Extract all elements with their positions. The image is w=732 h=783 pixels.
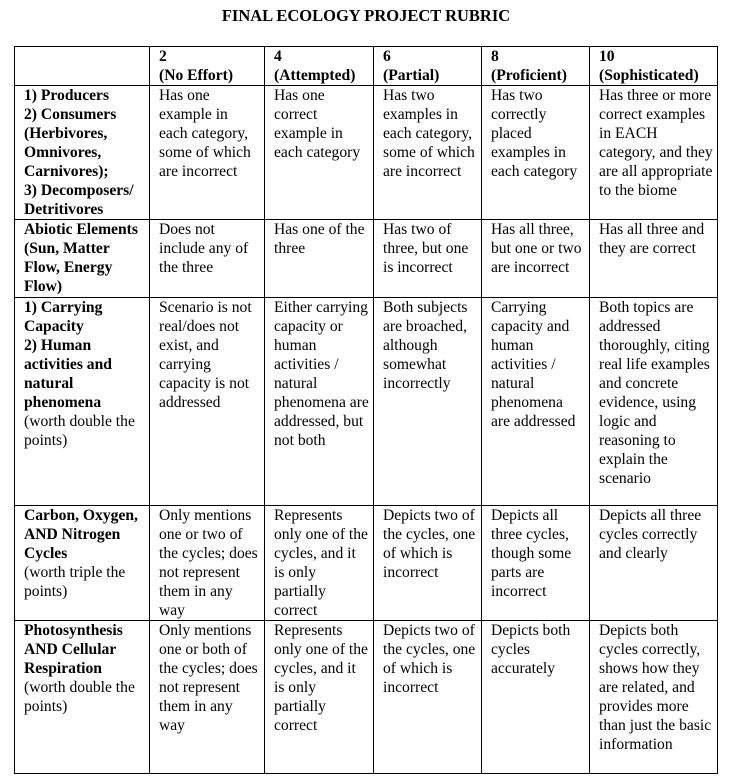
criterion-cell bbox=[15, 506, 150, 621]
score-label: (Partial) bbox=[383, 67, 440, 84]
criterion-note: (worth double the points) bbox=[24, 679, 135, 715]
rubric-cell: Depicts all three cycles, though some parts are incorrect bbox=[482, 506, 590, 621]
rubric-cell: Has two correctly placed examples in each category bbox=[482, 86, 590, 220]
document-title: FINAL ECOLOGY PROJECT RUBRIC bbox=[221, 6, 511, 25]
rubric-cell: Depicts two of the cycles, one of which is incorrect bbox=[374, 621, 482, 774]
rubric-cell: Either carrying capacity or human activities / natural phenomena are addressed, but not both bbox=[265, 298, 374, 506]
rubric-cell: Has two of three, but one is incorrect bbox=[374, 220, 482, 298]
criterion-text: Photosynthesis AND Cellular Respiration bbox=[24, 622, 123, 677]
criterion-cell bbox=[15, 621, 150, 774]
table-row bbox=[15, 298, 718, 506]
score-label: (No Effort) bbox=[159, 67, 234, 84]
score-value: 2 bbox=[159, 48, 167, 65]
table-row bbox=[15, 506, 718, 621]
header-cell bbox=[590, 47, 718, 86]
criterion-text: 3) Decomposers/ Detritivores bbox=[24, 182, 134, 218]
criterion-note: (worth triple the points) bbox=[24, 564, 126, 600]
rubric-cell: Both topics are addressed thoroughly, citing real life examples and concrete evidence, using logic and reasoning to explain the scenario bbox=[590, 298, 718, 506]
rubric-cell: Both subjects are broached, although somewhat incorrectly bbox=[374, 298, 482, 506]
rubric-cell: Has one example in each category, some of which are incorrect bbox=[150, 86, 265, 220]
criterion-text: Abiotic Elements (Sun, Matter Flow, Energy Flow) bbox=[24, 221, 138, 295]
score-value: 6 bbox=[383, 48, 391, 65]
criterion-text: 1) Carrying Capacity bbox=[24, 299, 103, 335]
table-row bbox=[15, 220, 718, 298]
table-row bbox=[15, 86, 718, 220]
criterion-text: Carbon, Oxygen, AND Nitrogen Cycles bbox=[24, 507, 138, 562]
criterion-text: 1) Producers bbox=[24, 87, 110, 104]
rubric-table bbox=[14, 46, 718, 774]
table-row bbox=[15, 621, 718, 774]
criterion-note: (worth double the points) bbox=[24, 413, 135, 449]
score-label: (Proficient) bbox=[491, 67, 567, 84]
header-cell bbox=[374, 47, 482, 86]
rubric-cell: Scenario is not real/does not exist, and carrying capacity is not addressed bbox=[150, 298, 265, 506]
header-row bbox=[15, 47, 718, 86]
rubric-cell: Represents only one of the cycles, and it is only partially correct bbox=[265, 621, 374, 774]
criterion-cell bbox=[15, 298, 150, 506]
rubric-cell: Depicts both cycles accurately bbox=[482, 621, 590, 774]
rubric-cell: Has one correct example in each category bbox=[265, 86, 374, 220]
score-value: 8 bbox=[491, 48, 499, 65]
rubric-cell: Has two examples in each category, some of which are incorrect bbox=[374, 86, 482, 220]
rubric-cell: Depicts two of the cycles, one of which is incorrect bbox=[374, 506, 482, 621]
criterion-text: 2) Human activities and natural phenomena bbox=[24, 337, 112, 411]
rubric-cell: Has all three, but one or two are incorrect bbox=[482, 220, 590, 298]
rubric-cell: Depicts both cycles correctly, shows how they are related, and provides more than just the basic information bbox=[590, 621, 718, 774]
header-cell bbox=[265, 47, 374, 86]
header-cell bbox=[150, 47, 265, 86]
rubric-cell: Depicts all three cycles correctly and clearly bbox=[590, 506, 718, 621]
criterion-cell bbox=[15, 86, 150, 220]
rubric-cell: Only mentions one or two of the cycles; does not represent them in any way bbox=[150, 506, 265, 621]
criterion-cell bbox=[15, 220, 150, 298]
rubric-cell: Has three or more correct examples in EACH category, and they are all appropriate to the biome bbox=[590, 86, 718, 220]
rubric-cell: Only mentions one or both of the cycles; does not represent them in any way bbox=[150, 621, 265, 774]
score-value: 4 bbox=[274, 48, 282, 65]
score-value: 10 bbox=[599, 48, 615, 65]
rubric-cell: Does not include any of the three bbox=[150, 220, 265, 298]
header-cell bbox=[482, 47, 590, 86]
score-label: (Attempted) bbox=[274, 67, 356, 84]
criterion-text: 2) Consumers (Herbivores, Omnivores, Carnivores); bbox=[24, 106, 117, 180]
header-corner-cell bbox=[15, 47, 150, 86]
rubric-cell: Has all three and they are correct bbox=[590, 220, 718, 298]
score-label: (Sophisticated) bbox=[599, 67, 699, 84]
rubric-cell: Carrying capacity and human activities / natural phenomena are addressed bbox=[482, 298, 590, 506]
rubric-cell: Has one of the three bbox=[265, 220, 374, 298]
rubric-cell: Represents only one of the cycles, and it is only partially correct bbox=[265, 506, 374, 621]
